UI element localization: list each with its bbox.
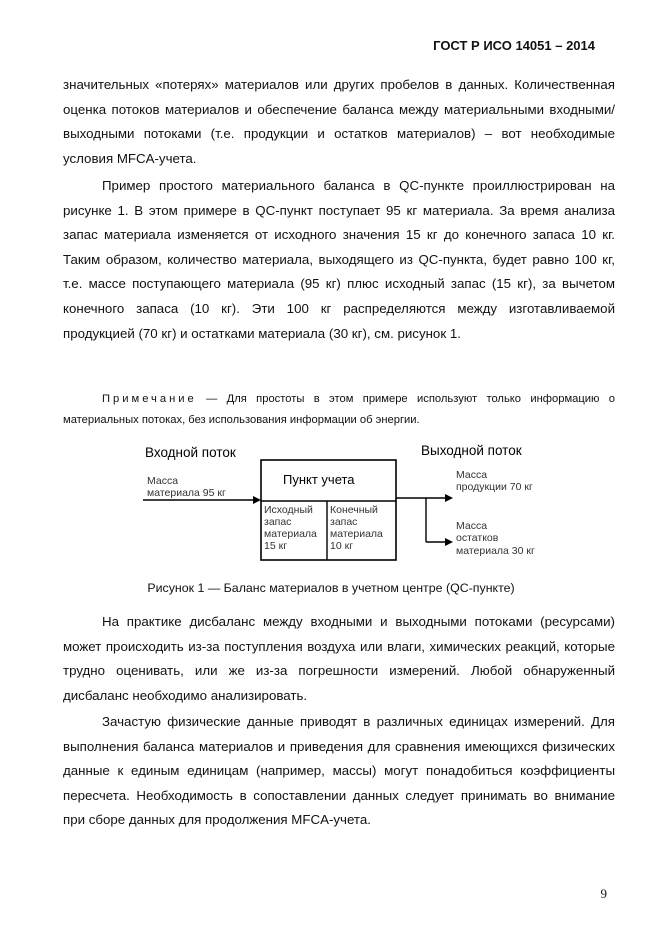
paragraph-2-text: Пример простого материального баланса в QC-пункте проиллюстрирован на рисунке 1. В этом примере в QC-пункт поступает 95 кг материала. За время анализа запас материала изменяется от исходного значения 15 кг до конечного запаса 10 кг. Таким образом, количество материала, выходящего из QC-пункта, будет равно 100 кг, т.е. массе поступающего материала (95 кг) плюс исходный запас (15 кг), за вычетом конечного запаса (10 кг). Эти 100 кг распределяются между изготавливаемой продукцией (70 кг) и остатками материала (30 кг), см. рисунок 1.: [63, 178, 615, 341]
waste-mass-label-1: Масса: [456, 520, 488, 532]
document-header: ГОСТ Р ИСО 14051 – 2014: [433, 38, 595, 53]
input-arrow-head: [253, 496, 261, 504]
final-stock-line-4: 10 кг: [330, 540, 354, 552]
final-stock-line-1: Конечный: [330, 504, 378, 516]
initial-stock-cell: [264, 504, 317, 552]
initial-stock-line-1: Исходный: [264, 504, 313, 516]
product-arrow-head: [445, 494, 453, 502]
input-mass-label-2: материала 95 кг: [147, 487, 226, 499]
note-label: Примечание: [102, 393, 197, 405]
figure-caption: Рисунок 1 — Баланс материалов в учетном центре (QC-пункте): [147, 581, 515, 595]
paragraph-1-text: значительных «потерях» материалов или других пробелов в данных. Количественная оценка потоков материалов и обеспечение баланса между материальными входными/выходными потоками (т.е. продукции и остатков материалов) – вот необходимые условия MFCA-учета.: [63, 77, 615, 166]
note: [63, 389, 615, 431]
input-mass-label-1: Масса: [147, 475, 179, 487]
initial-stock-line-4: 15 кг: [264, 540, 288, 552]
product-mass-label-1: Масса: [456, 469, 488, 481]
paragraph-3-text: На практике дисбаланс между входными и выходными потоками (ресурсами) может происходить из-за поступления воздуха или влаги, химических реакций, которые трудно оценивать, или же из-за погрешности измерений. Любой обнаруженный дисбаланс необходимо анализировать.: [63, 614, 615, 703]
paragraph-4: [63, 710, 615, 833]
input-flow-title: Входной поток: [145, 445, 236, 460]
paragraph-1: [63, 73, 615, 171]
final-stock-cell: [330, 504, 383, 552]
qc-point-title: Пункт учета: [283, 472, 355, 487]
final-stock-line-2: запас: [330, 516, 358, 528]
initial-stock-line-2: запас: [264, 516, 292, 528]
output-flow-title: Выходной поток: [421, 443, 522, 458]
note-text: — Для простоты в этом примере используют только информацию о материальных потоках, без использования информации об энергии.: [63, 393, 615, 426]
waste-arrow-head: [445, 538, 453, 546]
paragraph-4-text: Зачастую физические данные приводят в различных единицах измерений. Для выполнения баланса материалов и приведения для сравнения имеющихся физических данные к единым единицам (например, массы) могут понадобиться коэффициенты пересчета. Необходимость в сопоставлении данных следует принимать во внимание при сборе данных для продолжения MFCA-учета.: [63, 714, 615, 828]
waste-mass-label-2: остатков: [456, 532, 499, 544]
product-mass-label-2: продукции 70 кг: [456, 481, 533, 493]
paragraph-3: [63, 610, 615, 708]
final-stock-line-3: материала: [330, 528, 383, 540]
paragraph-2: [63, 174, 615, 346]
material-balance-figure: [63, 438, 615, 578]
page-number: 9: [600, 886, 607, 901]
initial-stock-line-3: материала: [264, 528, 317, 540]
waste-mass-label-3: материала 30 кг: [456, 545, 535, 557]
